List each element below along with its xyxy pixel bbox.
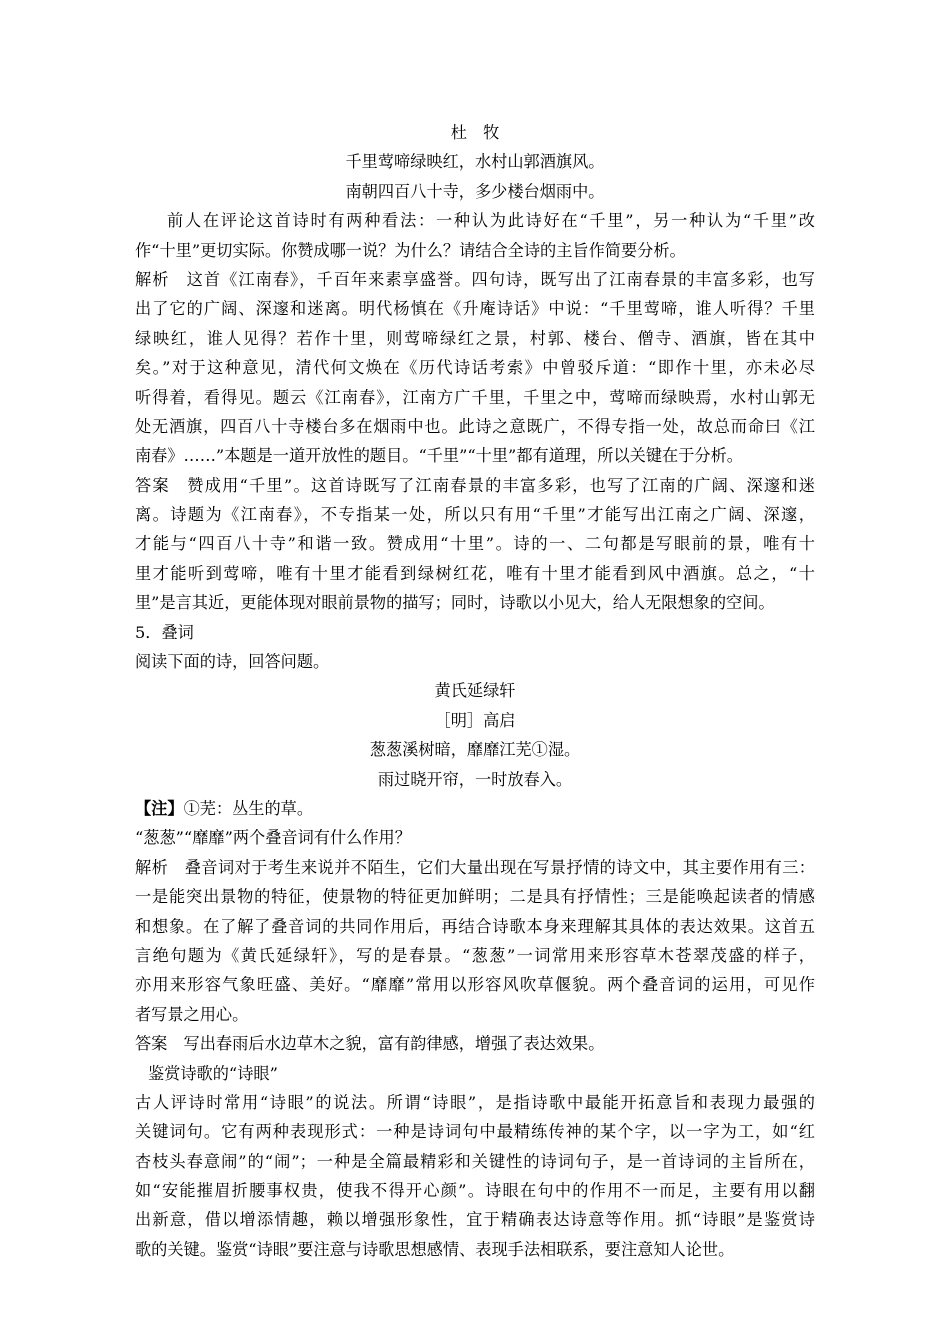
answer-paragraph-line: 里”是言其近，更能体现对眼前景物的描写；同时，诗歌以小见大，给人无限想象的空间。 bbox=[135, 593, 775, 613]
section-heading: 鉴赏诗歌的“诗眼” bbox=[148, 1063, 278, 1083]
section-heading: 5．叠词 bbox=[135, 622, 194, 642]
answer-paragraph-line: 才能与“四百八十寺”和谐一致。赞成用“十里”。诗的一、二句都是写眼前的景，唯有十 bbox=[135, 534, 815, 554]
answer-paragraph-line: 答案 赞成用“千里”。这首诗既写了江南春景的丰富多彩，也写了江南的广阔、深邃和迷 bbox=[135, 475, 815, 495]
answer-paragraph-line: 里才能听到莺啼，唯有十里才能看到绿树红花，唯有十里才能看到风中酒旗。总之，“十 bbox=[135, 563, 815, 583]
analysis-paragraph-line: 和想象。在了解了叠音词的共同作用后，再结合诗歌本身来理解其具体的表达效果。这首五 bbox=[135, 916, 815, 936]
analysis-paragraph-line: 绿映红，谁人见得？若作十里，则莺啼绿红之景，村郭、楼台、僧寺、酒旗，皆在其中 bbox=[135, 328, 815, 348]
question-text: 作“十里”更切实际。你赞成哪一说？为什么？请结合全诗的主旨作简要分析。 bbox=[135, 240, 686, 260]
answer-paragraph-line: 答案 写出春雨后水边草木之貌，富有韵律感，增强了表达效果。 bbox=[135, 1034, 605, 1054]
note-text: ①芜：丛生的草。 bbox=[183, 798, 314, 818]
note-label: 【注】 bbox=[135, 798, 184, 818]
analysis-paragraph-line: 出了它的广阔、深邃和迷离。明代杨慎在《升庵诗话》中说：“千里莺啼，谁人听得？千里 bbox=[135, 299, 815, 319]
analysis-paragraph-line: 亦用来形容气象旺盛、美好。“靡靡”常用以形容风吹草偃貌。两个叠音词的运用，可见作 bbox=[135, 975, 815, 995]
analysis-paragraph-line: 者写景之用心。 bbox=[135, 1004, 249, 1024]
analysis-paragraph-line: 解析 这首《江南春》，千百年来素享盛誉。四句诗，既写出了江南春景的丰富多彩，也写 bbox=[135, 269, 815, 289]
body-paragraph-line: 关键词句。它有两种表现形式：一种是诗词句中最精练传神的某个字，以一字为工，如“红 bbox=[135, 1122, 815, 1142]
poem-title: 黄氏延绿轩 bbox=[434, 681, 516, 701]
section-instruction: 阅读下面的诗，回答问题。 bbox=[135, 652, 330, 672]
poem-author: 杜 牧 bbox=[450, 123, 500, 142]
answer-paragraph-line: 离。诗题为《江南春》，不专指某一处，所以只有用“千里”才能写出江南之广阔、深邃， bbox=[135, 505, 815, 525]
question-text: “葱葱”“靡靡”两个叠音词有什么作用？ bbox=[135, 828, 411, 848]
poem-line: 葱葱溪树暗，靡靡江芜①湿。 bbox=[369, 740, 581, 760]
note bbox=[0, 794, 950, 823]
body-paragraph-line: 出新意，借以增添情趣，赖以增强形象性，宜于精确表达诗意等作用。抓“诗眼”是鉴赏诗 bbox=[135, 1210, 815, 1230]
analysis-paragraph-line: 听得着，看得见。题云《江南春》，江南方广千里，千里之中，莺啼而绿映焉，水村山郭无 bbox=[135, 387, 815, 407]
document-page bbox=[0, 118, 950, 1264]
analysis-paragraph-line: 解析 叠音词对于考生来说并不陌生，它们大量出现在写景抒情的诗文中，其主要作用有三： bbox=[135, 857, 815, 877]
body-paragraph-line: 杏枝头春意闹”的“闹”；一种是全篇最精彩和关键性的诗词句子，是一首诗词的主旨所在， bbox=[135, 1151, 815, 1171]
question-text: 前人在评论这首诗时有两种看法：一种认为此诗好在“千里”，另一种认为“千里”改 bbox=[167, 211, 815, 231]
body-paragraph-line: 古人评诗时常用“诗眼”的说法。所谓“诗眼”，是指诗歌中最能开拓意旨和表现力最强的 bbox=[135, 1092, 815, 1112]
poem-line: 雨过晓开帘，一时放春入。 bbox=[377, 769, 573, 789]
poem-line: 千里莺啼绿映红，水村山郭酒旗风。 bbox=[345, 152, 605, 172]
analysis-paragraph-line: 矣。”对于这种意见，清代何文焕在《历代诗话考索》中曾驳斥道：“即作十里，亦未必尽 bbox=[135, 358, 815, 378]
analysis-paragraph-line: 言绝句题为《黄氏延绿轩》，写的是春景。“葱葱”一词常用来形容草木苍翠茂盛的样子， bbox=[135, 945, 815, 965]
body-paragraph-line: 如“安能摧眉折腰事权贵，使我不得开心颜”。诗眼在句中的作用不一而足，主要有用以翻 bbox=[135, 1181, 815, 1201]
poem-author: ［明］高启 bbox=[434, 710, 516, 730]
poem-line: 南朝四百八十寺，多少楼台烟雨中。 bbox=[345, 181, 605, 201]
analysis-paragraph-line: 南春》……”本题是一道开放性的题目。“千里”“十里”都有道理，所以关键在于分析。 bbox=[135, 446, 743, 466]
analysis-paragraph-line: 处无酒旗，四百八十寺楼台多在烟雨中也。此诗之意既广，不得专指一处，故总而命曰《江 bbox=[135, 416, 815, 436]
body-paragraph-line: 歌的关键。鉴赏“诗眼”要注意与诗歌思想感情、表现手法相联系，要注意知人论世。 bbox=[135, 1239, 735, 1259]
analysis-paragraph-line: 一是能突出景物的特征，使景物的特征更加鲜明；二是具有抒情性；三是能唤起读者的情感 bbox=[135, 887, 815, 907]
